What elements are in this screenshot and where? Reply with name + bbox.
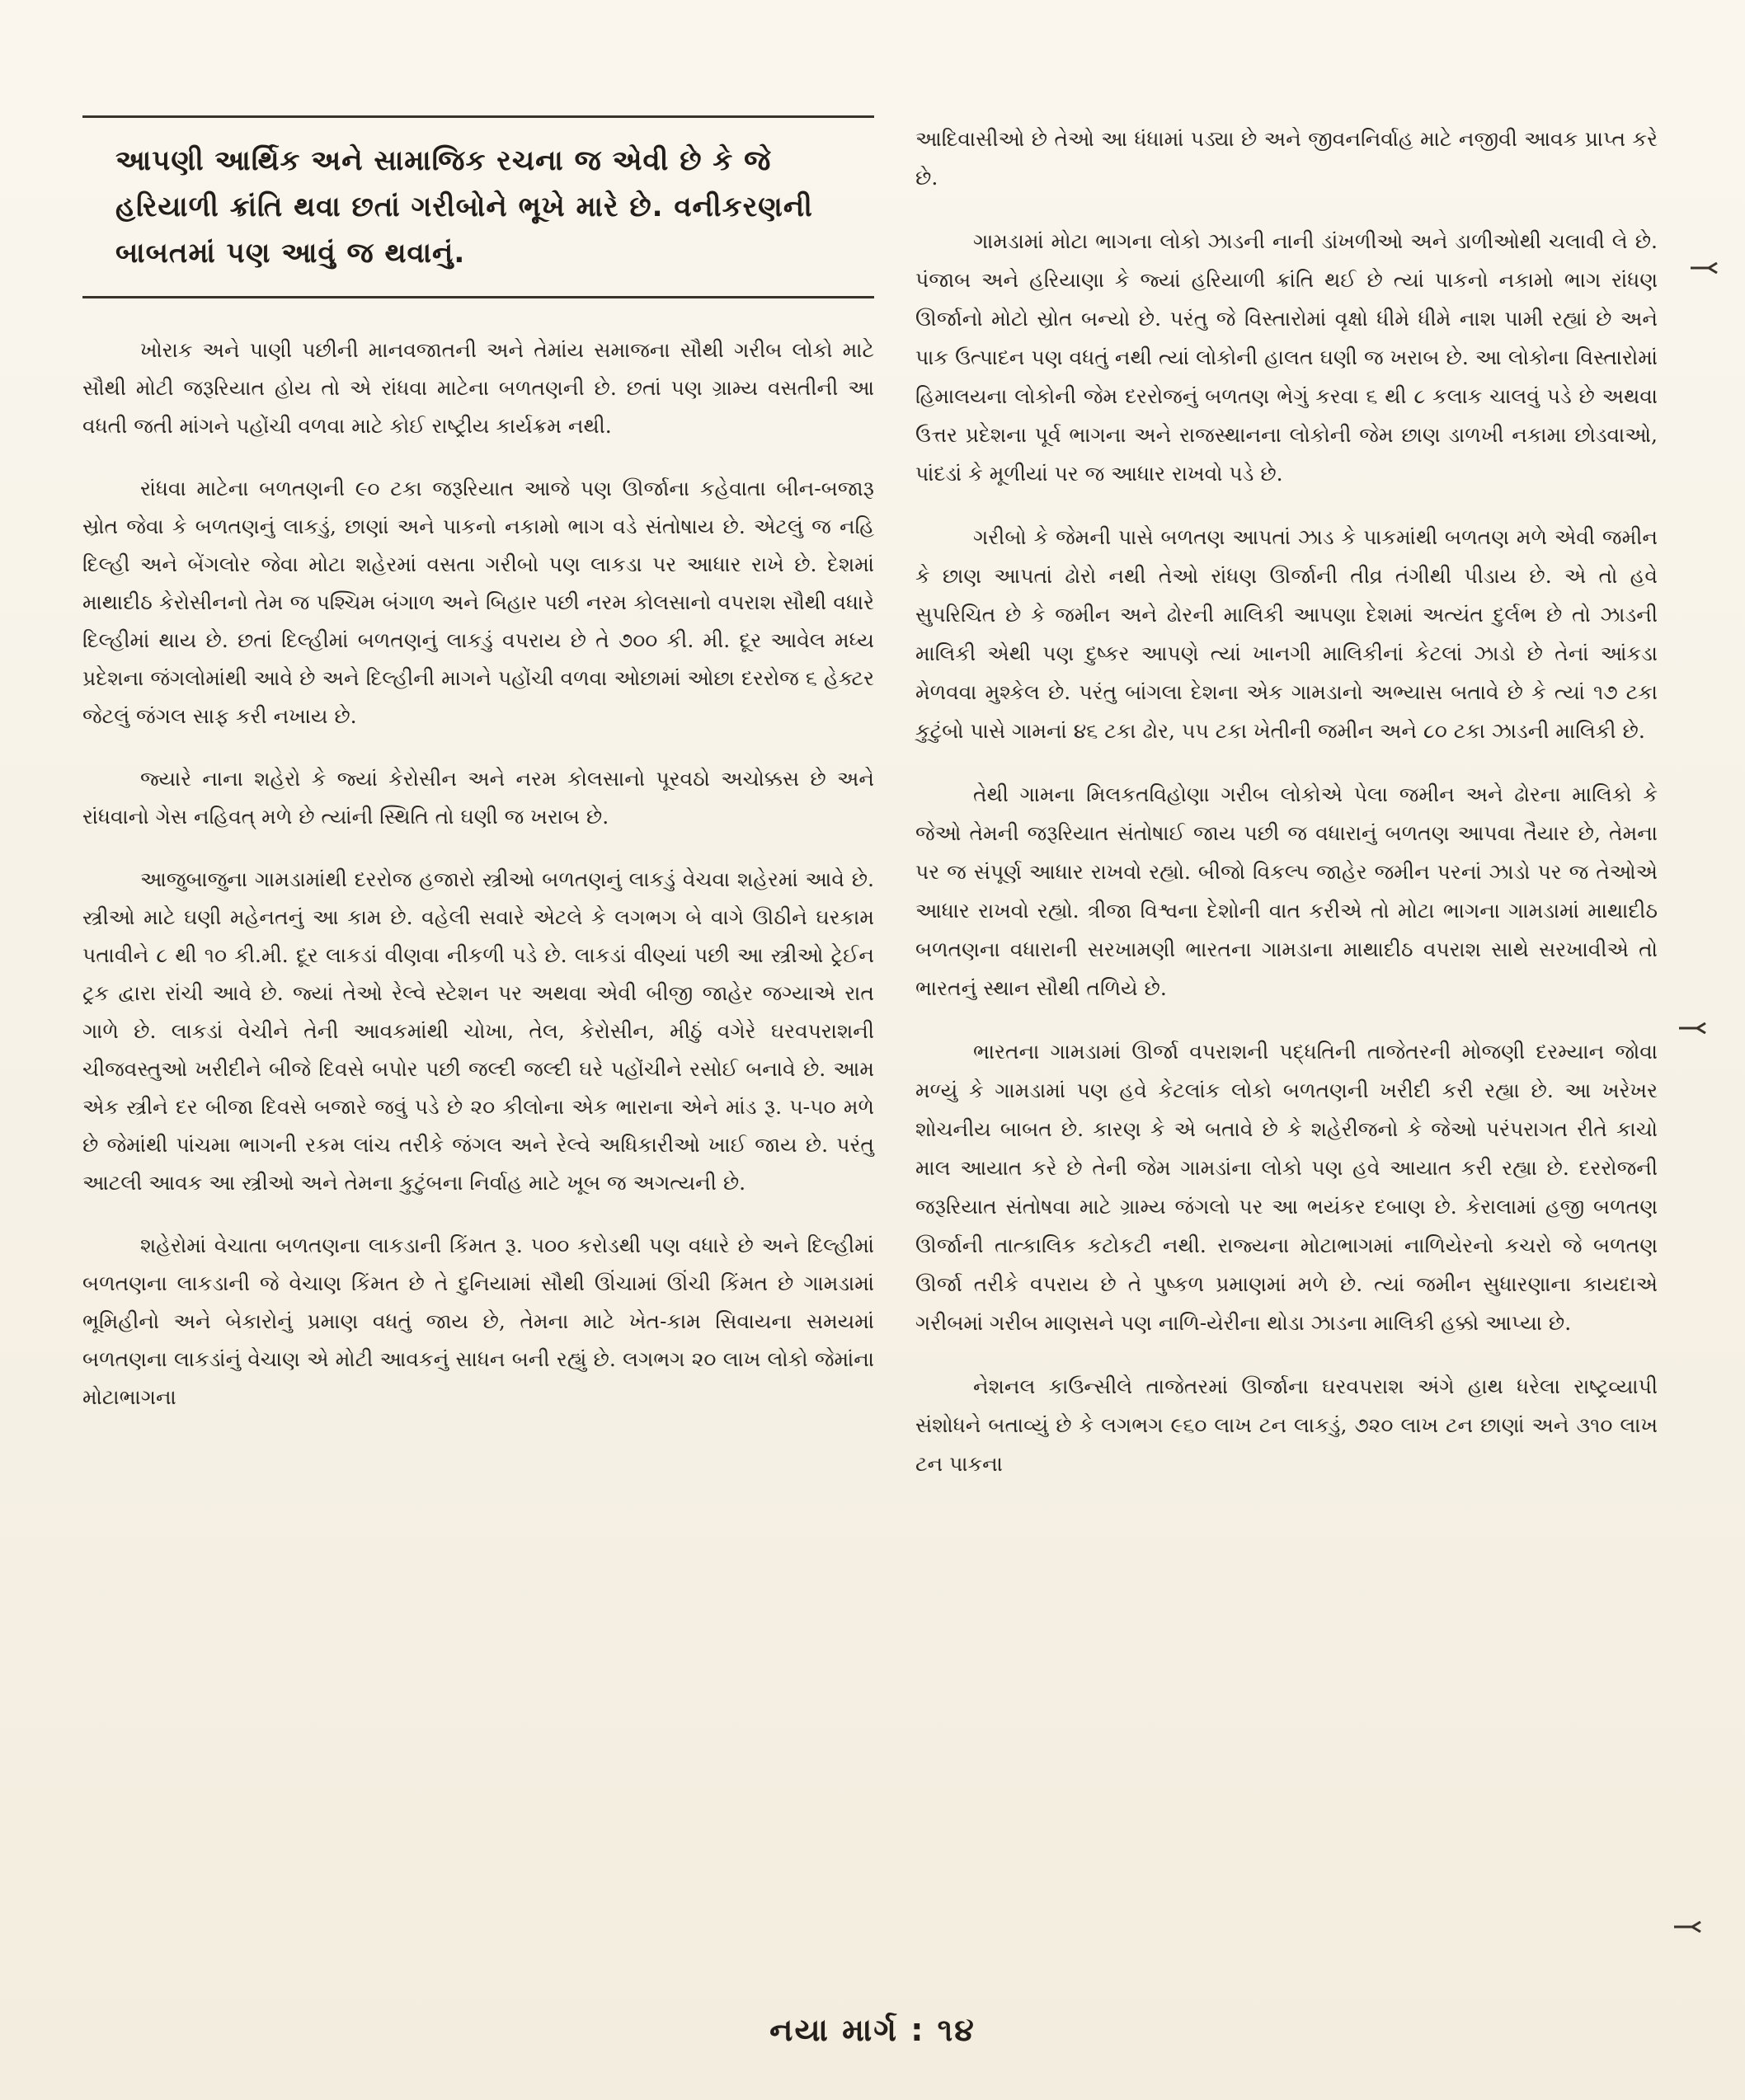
article-paragraph: શહેરોમાં વેચાતા બળતણના લાકડાની કિંમત રૂ. ૫૦૦ કરોડથી પણ વધારે છે અને દિલ્હીમાં બળતણના લાકડાની જે વેચાણ કિંમત છે તે દુનિયામાં સૌથી ઊંચામાં ઊંચી કિંમત છે ગામડામાં ભૂમિહીનો અને બેકારોનું પ્રમાણ વધતું જાય છે, તેમના માટે ખેત-કામ સિવાયના સમયમાં બળતણના લાકડાંનું વેચાણ એ મોટી આવકનું સાધન બની રહ્યું છે. લગભગ ૨૦ લાખ લોકો જેમાંના મોટાભાગના: [82, 1233, 874, 1409]
left-column: [82, 115, 874, 1441]
article-paragraph: ગામડામાં મોટા ભાગના લોકો ઝાડની નાની ડાંખળીઓ અને ડાળીઓથી ચલાવી લે છે. પંજાબ અને હરિયાણા કે જ્યાં હરિયાળી ક્રાંતિ થઈ છે ત્યાં પાકનો નકામો ભાગ રાંધણ ઊર્જાનો મોટો સ્રોત બન્યો છે. પરંતુ જે વિસ્તારોમાં વૃક્ષો ધીમે ધીમે નાશ પામી રહ્યાં છે અને પાક ઉત્પાદન પણ વધતું નથી ત્યાં લોકોની હાલત ઘણી જ ખરાબ છે. આ લોકોના વિસ્તારોમાં હિમાલયના લોકોની જેમ દરરોજનું બળતણ ભેગું કરવા ૬ થી ૮ કલાક ચાલવું પડે છે અથવા ઉત્તર પ્રદેશના પૂર્વ ભાગના અને રાજસ્થાનના લોકોની જેમ છાણ ડાળખી નકામા છોડવાઓ, પાંદડાં કે મૂળીયાં પર જ આધાર રાખવો પડે છે.: [915, 229, 1658, 486]
footer-page-label: નયા માર્ગ : ૧૪: [769, 2012, 976, 2048]
article-paragraph: ખોરાક અને પાણી પછીની માનવજાતની અને તેમાંય સમાજના સૌથી ગરીબ લોકો માટે સૌથી મોટી જરૂરિયાત હોય તો એ રાંધવા માટેના બળતણની છે. છતાં પણ ગ્રામ્ય વસતીની આ વધતી જતી માંગને પહોંચી વળવા માટે કોઈ રાષ્ટ્રીય કાર્યક્રમ નથી.: [82, 338, 874, 438]
page-footer: [0, 2012, 1745, 2049]
right-column: [915, 120, 1658, 1508]
article-paragraph: આદિવાસીઓ છે તેઓ આ ધંધામાં પડ્યા છે અને જીવનનિર્વાહ માટે નજીવી આવક પ્રાપ્ત કરે છે.: [915, 127, 1658, 190]
binding-mark-icon: [1679, 1022, 1707, 1034]
binding-mark-icon: [1691, 262, 1719, 274]
pull-quote-box: [82, 115, 874, 298]
article-paragraph: રાંધવા માટેના બળતણની ૯૦ ટકા જરૂરિયાત આજે પણ ઊર્જાના કહેવાતા બીન-બજારૂ સ્રોત જેવા કે બળતણનું લાકડું, છાણાં અને પાકનો નકામો ભાગ વડે સંતોષાય છે. એટલું જ નહિ દિલ્હી અને બેંગલોર જેવા મોટા શહેરમાં વસતા ગરીબો પણ લાકડા પર આધાર રાખે છે. દેશમાં માથાદીઠ કેરોસીનનો તેમ જ પશ્ચિમ બંગાળ અને બિહાર પછી નરમ કોલસાનો વપરાશ સૌથી વધારે દિલ્હીમાં થાય છે. છતાં દિલ્હીમાં બળતણનું લાકડું વપરાય છે તે ૭૦૦ કી. મી. દૂર આવેલ મધ્ય પ્રદેશના જંગલોમાંથી આવે છે અને દિલ્હીની માગને પહોંચી વળવા ઓછામાં ઓછા દરરોજ ૬ હેક્ટર જેટલું જંગલ સાફ કરી નખાય છે.: [82, 477, 874, 728]
pull-quote: આપણી આર્થિક અને સામાજિક રચના જ એવી છે કે જે હરિયાળી ક્રાંતિ થવા છતાં ગરીબોને ભૂખે મારે છે. વનીકરણની બાબતમાં પણ આવું જ થવાનું.: [115, 144, 813, 270]
article-paragraph: ભારતના ગામડામાં ઊર્જા વપરાશની પદ્ધતિની તાજેતરની મોજણી દરમ્યાન જોવા મળ્યું કે ગામડામાં પણ હવે કેટલાંક લોકો બળતણની ખરીદી કરી રહ્યા છે. આ ખરેખર શોચનીય બાબત છે. કારણ કે એ બતાવે છે કે શહેરીજનો કે જેઓ પરંપરાગત રીતે કાચો માલ આયાત કરે છે તેની જેમ ગામડાંના લોકો પણ હવે આયાત કરી રહ્યા છે. દરરોજની જરૂરિયાત સંતોષવા માટે ગ્રામ્ય જંગલો પર આ ભયંકર દબાણ છે. કેરાલામાં હજી બળતણ ઊર્જાની તાત્કાલિક કટોકટી નથી. રાજ્યના મોટાભાગમાં નાળિયેરનો કચરો જે બળતણ ઊર્જા તરીકે વપરાય છે તે પુષ્કળ પ્રમાણમાં મળે છે. ત્યાં જમીન સુધારણાના કાયદાએ ગરીબમાં ગરીબ માણસને પણ નાળિ-યેરીના થોડા ઝાડના માલિકી હક્કો આપ્યા છે.: [915, 1040, 1658, 1335]
article-paragraph: આજુબાજુના ગામડામાંથી દરરોજ હજારો સ્ત્રીઓ બળતણનું લાકડું વેચવા શહેરમાં આવે છે. સ્ત્રીઓ માટે ઘણી મહેનતનું આ કામ છે. વહેલી સવારે એટલે કે લગભગ બે વાગે ઊઠીને ઘરકામ પતાવીને ૮ થી ૧૦ કી.મી. દૂર લાકડાં વીણવા નીકળી પડે છે. લાકડાં વીણ્યાં પછી આ સ્ત્રીઓ ટ્રેઈન ટ્રક દ્વારા રાંચી આવે છે. જ્યાં તેઓ રેલ્વે સ્ટેશન પર અથવા એવી બીજી જાહેર જગ્યાએ રાત ગાળે છે. લાકડાં વેચીને તેની આવકમાંથી ચોખા, તેલ, કેરોસીન, મીઠું વગેરે ઘરવપરાશની ચીજવસ્તુઓ ખરીદીને બીજે દિવસે બપોર પછી જલ્દી જલ્દી ઘરે પહોંચીને રસોઈ બનાવે છે. આમ એક સ્ત્રીને દર બીજા દિવસે બજારે જવું પડે છે ૨૦ કીલોના એક ભારાના એને માંડ રૂ. ૫-૫૦ મળે છે જેમાંથી પાંચમા ભાગની રકમ લાંચ તરીકે જંગલ અને રેલ્વે અધિકારીઓ ખાઈ જાય છે. પરંતુ આટલી આવક આ સ્ત્રીઓ અને તેમના કુટુંબના નિર્વાહ માટે ખૂબ જ અગત્યની છે.: [82, 867, 874, 1195]
article-paragraph: ગરીબો કે જેમની પાસે બળતણ આપતાં ઝાડ કે પાકમાંથી બળતણ મળે એવી જમીન કે છાણ આપતાં ઢોરો નથી તેઓ રાંધણ ઊર્જાની તીવ્ર તંગીથી પીડાય છે. એ તો હવે સુપરિચિત છે કે જમીન અને ઢોરની માલિકી આપણા દેશમાં અત્યંત દુર્લભ છે તો ઝાડની માલિકી એથી પણ દુષ્કર આપણે ત્યાં ખાનગી માલિકીનાં કેટલાં ઝાડો છે તેનાં આંકડા મેળવવા મુશ્કેલ છે. પરંતુ બાંગલા દેશના એક ગામડાનો અભ્યાસ બતાવે છે કે ત્યાં ૧૭ ટકા કુટુંબો પાસે ગામનાં ૪૬ ટકા ઢોર, ૫૫ ટકા ખેતીની જમીન અને ૮૦ ટકા ઝાડની માલિકી છે.: [915, 525, 1658, 743]
article-paragraph: જ્યારે નાના શહેરો કે જ્યાં કેરોસીન અને નરમ કોલસાનો પૂરવઠો અચોક્કસ છે અને રાંધવાનો ગેસ નહિવત્ મળે છે ત્યાંની સ્થિતિ તો ઘણી જ ખરાબ છે.: [82, 767, 874, 829]
article-paragraph: તેથી ગામના મિલકતવિહોણા ગરીબ લોકોએ પેલા જમીન અને ઢોરના માલિકો કે જેઓ તેમની જરૂરિયાત સંતોષાઈ જાય પછી જ વધારાનું બળતણ આપવા તૈયાર છે, તેમના પર જ સંપૂર્ણ આધાર રાખવો રહ્યો. બીજો વિકલ્પ જાહેર જમીન પરનાં ઝાડો પર જ તેઓએ આધાર રાખવો રહ્યો. ત્રીજા વિશ્વના દેશોની વાત કરીએ તો મોટા ભાગના ગામડામાં માથાદીઠ બળતણના વધારાની સરખામણી ભારતના ગામડાના માથાદીઠ વપરાશ સાથે સરખાવીએ તો ભારતનું સ્થાન સૌથી તળિયે છે.: [915, 782, 1658, 1000]
article-paragraph: નેશનલ કાઉન્સીલે તાજેતરમાં ઊર્જાના ઘરવપરાશ અંગે હાથ ધરેલા રાષ્ટ્રવ્યાપી સંશોધને બતાવ્યું છે કે લગભગ ૯૬૦ લાખ ટન લાકડું, ૭૨૦ લાખ ટન છાણાં અને ૩૧૦ લાખ ટન પાકના: [915, 1374, 1658, 1476]
binding-mark-icon: [1674, 1921, 1702, 1933]
